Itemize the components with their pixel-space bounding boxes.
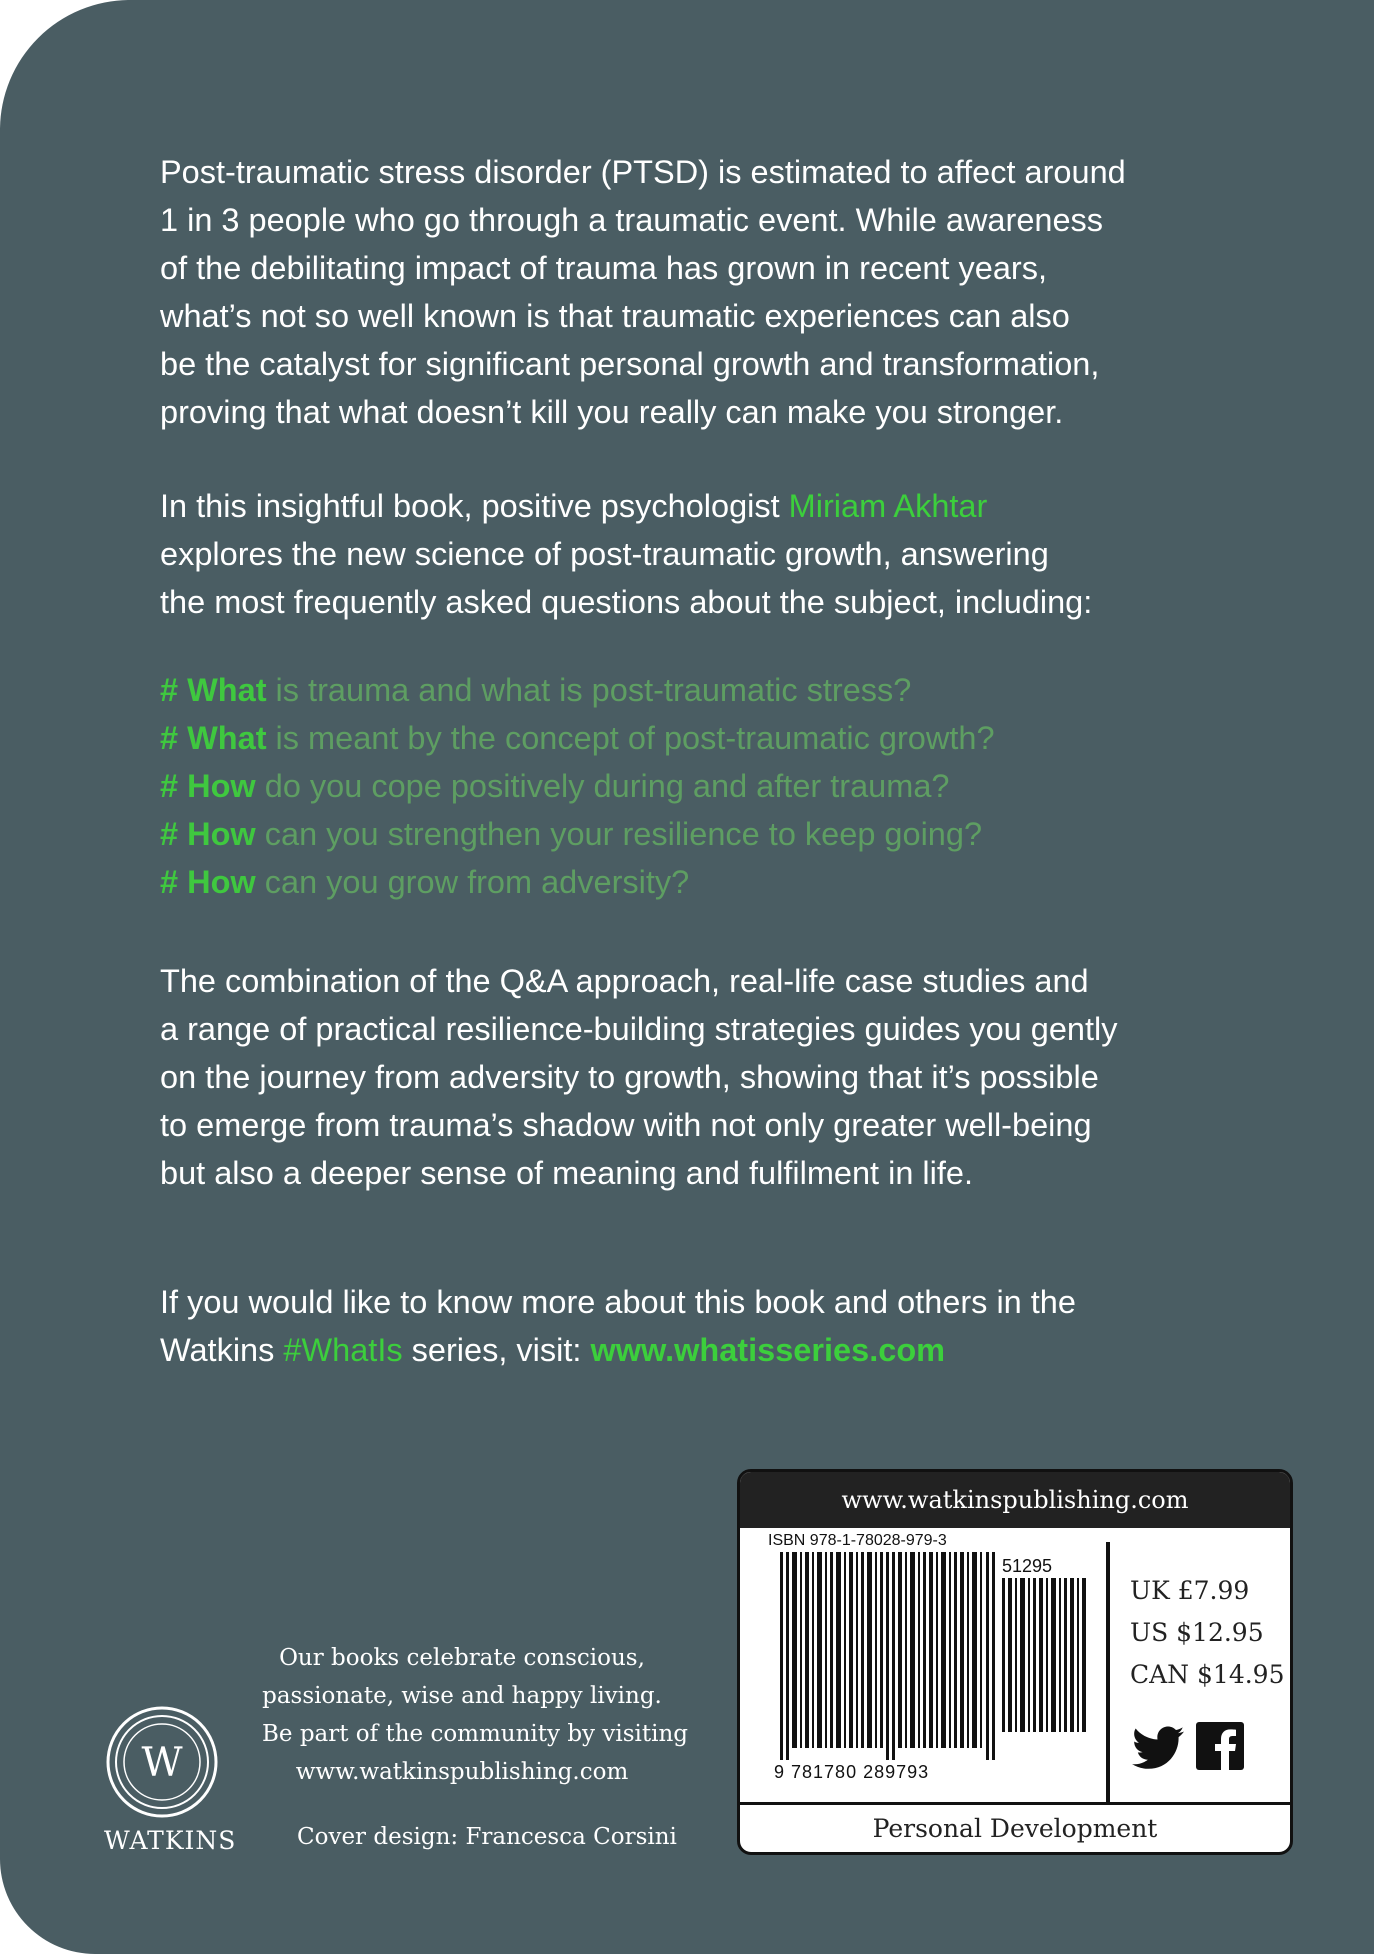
text-line: The combination of the Q&A approach, real-life case studies and [160,963,1089,999]
community-blurb [262,1639,689,1791]
more-info-paragraph [160,1278,1076,1374]
facebook-icon[interactable] [1196,1722,1244,1770]
text-fragment: In this insightful book, positive psychologist [160,488,789,524]
question-item [160,714,995,762]
text-line: proving that what doesn’t kill you really can make you stronger. [160,394,1064,430]
text-line: 1 in 3 people who go through a traumatic event. While awareness [160,202,1104,238]
question-item [160,762,995,810]
isbn-label: ISBN 978-1-78028-979-3 [768,1532,947,1549]
text-fragment: series, visit: [402,1332,591,1368]
text-line: be the catalyst for significant personal growth and transformation, [160,346,1100,382]
question-text: can you grow from adversity? [255,864,690,900]
text-line: on the journey from adversity to growth, showing that it’s possible [160,1059,1099,1095]
price-uk: UK £7.99 [1130,1576,1250,1605]
question-keyword: # How [160,768,256,804]
intro-paragraph [160,148,1126,436]
text-fragment: Watkins [160,1332,284,1368]
logo-letter: W [141,1740,183,1786]
supplemental-barcode-icon [1002,1552,1092,1732]
barcode-icon [780,1552,1000,1760]
twitter-icon[interactable] [1132,1726,1184,1770]
publisher-website-link[interactable]: www.watkinspublishing.com [295,1759,629,1785]
question-list [160,666,995,906]
text-line: but also a deeper sense of meaning and fulfilment in life. [160,1155,974,1191]
series-hashtag: #WhatIs [283,1332,403,1368]
text-line: explores the new science of post-traumatic growth, answering [160,536,1049,572]
author-name: Miriam Akhtar [788,488,988,524]
combination-paragraph [160,957,1118,1197]
book-category: Personal Development [740,1802,1290,1855]
social-icons [1132,1722,1244,1770]
watkins-logo-icon [104,1704,220,1820]
question-text: do you cope positively during and after trauma? [255,768,950,804]
question-item [160,666,995,714]
price-list [1130,1570,1284,1696]
text-line: a range of practical resilience-building strategies guides you gently [160,1011,1118,1047]
question-keyword: # What [160,720,267,756]
text-line: Post-traumatic stress disorder (PTSD) is estimated to affect around [160,154,1126,190]
text-line: Our books celebrate conscious, [279,1645,645,1671]
divider [1106,1542,1110,1802]
text-line: passionate, wise and happy living. [262,1683,662,1709]
supplement-code: 51295 [1002,1556,1053,1576]
text-line: to emerge from trauma’s shadow with not only greater well-being [160,1107,1092,1143]
question-keyword: # What [160,672,267,708]
question-keyword: # How [160,864,256,900]
publisher-brand: WATKINS [104,1826,237,1855]
ean-number: 9 781780 289793 [774,1762,930,1782]
barcode-box [737,1469,1293,1855]
text-line: Be part of the community by visiting [262,1721,689,1747]
price-can: CAN $14.95 [1130,1660,1285,1689]
series-website-link[interactable]: www.whatisseries.com [590,1332,946,1368]
text-line [160,482,1092,530]
cover-design-credit: Cover design: Francesca Corsini [297,1824,677,1850]
publisher-website: www.watkinspublishing.com [740,1472,1290,1528]
question-keyword: # How [160,816,256,852]
text-line: what’s not so well known is that traumatic experiences can also [160,298,1070,334]
question-text: is trauma and what is post-traumatic stress? [266,672,912,708]
text-line: the most frequently asked questions about the subject, including: [160,584,1093,620]
question-item [160,810,995,858]
question-item [160,858,995,906]
text-line: of the debilitating impact of trauma has grown in recent years, [160,250,1047,286]
question-text: is meant by the concept of post-traumatic growth? [266,720,995,756]
text-line [160,1326,1076,1374]
author-paragraph [160,482,1092,626]
price-us: US $12.95 [1130,1618,1264,1647]
question-text: can you strengthen your resilience to keep going? [255,816,983,852]
text-line: If you would like to know more about this book and others in the [160,1284,1076,1320]
